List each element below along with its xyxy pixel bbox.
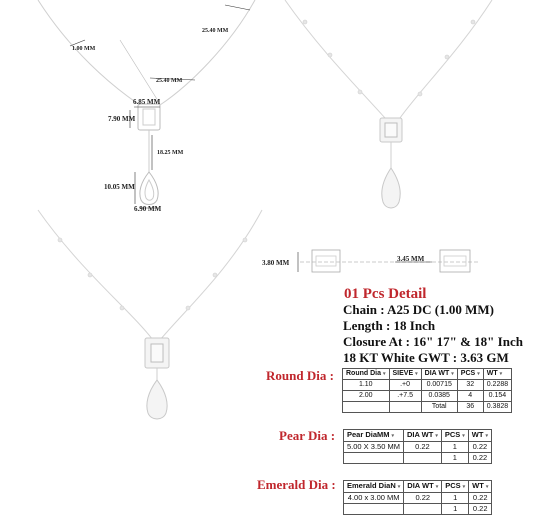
chain-length-top-label: 25.40 MM: [202, 28, 229, 34]
table-cell: 0.22: [468, 453, 491, 464]
table-header: Emerald DiaN ▾: [344, 481, 404, 493]
emerald-width-label: 6.85 MM: [133, 98, 161, 106]
table-cell: 0.0385: [421, 391, 457, 402]
table-cell: 4.00 x 3.00 MM: [344, 493, 404, 504]
detail-title: 01 Pcs Detail: [344, 286, 427, 302]
table-cell: 1: [442, 504, 469, 515]
table-cell: [343, 402, 390, 413]
round-dia-table: [342, 368, 512, 413]
table-cell: [404, 504, 442, 515]
clasp-drawing: [298, 250, 480, 272]
table-header-row: [343, 369, 512, 380]
table-cell: 36: [457, 402, 483, 413]
table-cell: 0.22: [404, 493, 442, 504]
table-row: [344, 493, 492, 504]
metal-spec: 18 KT White GWT : 3.63 GM: [343, 350, 509, 365]
chain-spec: Chain : A25 DC (1.00 MM): [343, 302, 494, 317]
table-cell: [344, 504, 404, 515]
pear-dia-label: Pear Dia :: [279, 428, 336, 443]
clasp-height-label: 3.80 MM: [262, 259, 290, 267]
table-header: PCS ▾: [442, 481, 469, 493]
table-header-row: [344, 481, 492, 493]
table-cell: .+7.5: [389, 391, 421, 402]
table-row-total: [344, 453, 492, 464]
table-cell: 0.154: [483, 391, 511, 402]
emerald-dia-label: Emerald Dia :: [257, 477, 336, 492]
table-header: DIA WT ▾: [404, 481, 442, 493]
table-cell: 1: [442, 493, 469, 504]
table-cell: 2.00: [343, 391, 390, 402]
table-cell: 1: [441, 453, 468, 464]
table-cell: 32: [457, 380, 483, 391]
table-row: [343, 391, 512, 402]
drop-length-label: 18.25 MM: [157, 150, 184, 156]
emerald-height-label: 7.90 MM: [108, 115, 136, 123]
table-cell: 1.10: [343, 380, 390, 391]
table-header: WT ▾: [469, 481, 492, 493]
pear-width-label: 6.90 MM: [134, 205, 162, 213]
pear-dia-table: [343, 429, 492, 464]
round-dia-label: Round Dia :: [266, 368, 334, 383]
table-header-row: [344, 430, 492, 442]
table-cell: 0.22: [468, 442, 491, 453]
table-cell: 0.00715: [421, 380, 457, 391]
table-row-total: [344, 504, 492, 515]
chain-length-mid-label: 25.40 MM: [156, 78, 183, 84]
table-cell: 0.22: [469, 493, 492, 504]
table-cell: 4: [457, 391, 483, 402]
necklace-drawing-top-right: [285, 0, 492, 208]
table-cell: .+0: [389, 380, 421, 391]
table-cell: 0.22: [403, 442, 441, 453]
table-cell: 0.3828: [483, 402, 511, 413]
table-header: SIEVE ▾: [389, 369, 421, 380]
table-cell: Total: [421, 402, 457, 413]
table-header: Pear DiaMM ▾: [344, 430, 404, 442]
emerald-dia-table: [343, 480, 492, 515]
table-cell: 0.22: [469, 504, 492, 515]
length-spec: Length : 18 Inch: [343, 318, 436, 333]
table-row: [344, 442, 492, 453]
table-cell: 1: [441, 442, 468, 453]
table-header: PCS ▾: [441, 430, 468, 442]
table-cell: 0.2288: [483, 380, 511, 391]
table-header: WT ▾: [483, 369, 511, 380]
table-header: DIA WT ▾: [403, 430, 441, 442]
table-header: Round Dia ▾: [343, 369, 390, 380]
clasp-length-label: 3.45 MM: [397, 255, 425, 263]
table-header: WT ▾: [468, 430, 491, 442]
table-cell: [389, 402, 421, 413]
table-row-total: [343, 402, 512, 413]
table-row: [343, 380, 512, 391]
table-header: PCS ▾: [457, 369, 483, 380]
necklace-drawing-bottom-left: [38, 210, 262, 419]
table-cell: [403, 453, 441, 464]
pear-height-label: 10.05 MM: [104, 183, 135, 191]
table-header: DIA WT ▾: [421, 369, 457, 380]
closure-spec: Closure At : 16" 17" & 18" Inch: [343, 334, 523, 349]
chain-width-label: 1.00 MM: [72, 46, 96, 52]
table-cell: 5.00 X 3.50 MM: [344, 442, 404, 453]
table-cell: [344, 453, 404, 464]
